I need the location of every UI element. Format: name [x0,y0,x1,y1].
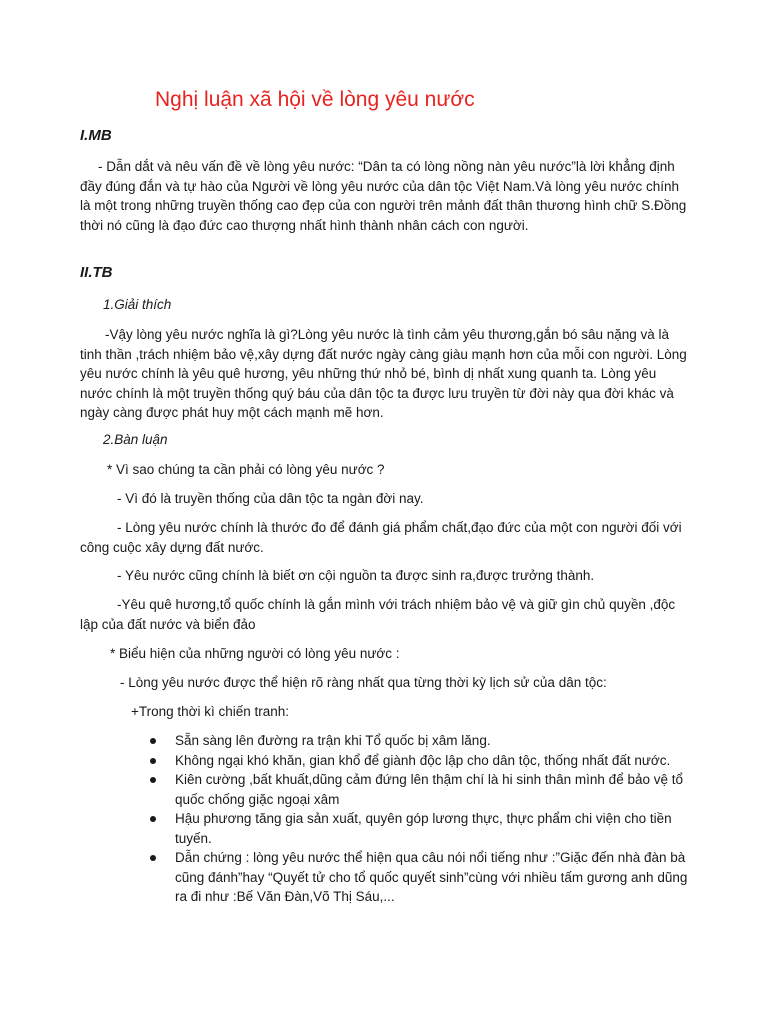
subheading-giai-thich: 1.Giải thích [103,297,172,312]
list-item [148,751,688,771]
why-question: * Vì sao chúng ta cần phải có lòng yêu nước ? [107,462,385,477]
subheading-ban-luan: 2.Bàn luận [103,432,168,447]
expression-heading: * Biểu hiện của những người có lòng yêu nước : [110,646,400,661]
document-title: Nghị luận xã hội về lòng yêu nước [155,88,475,111]
bullet-icon [150,758,156,764]
reason-2: - Lòng yêu nước chính là thước đo để đánh giá phẩm chất,đạo đức của một con người đối với công cuộc xây dựng đất nước. [80,520,682,555]
heading-tb: II.TB [80,264,113,281]
list-item [148,848,688,907]
reason-1: - Vì đó là truyền thống của dân tộc ta ngàn đời nay. [117,491,424,506]
bullet-icon [150,816,156,822]
expression-intro: - Lòng yêu nước được thể hiện rõ ràng nhất qua từng thời kỳ lịch sử của dân tộc: [120,675,607,690]
list-item-text: Hậu phương tăng gia sản xuất, quyên góp lương thực, thực phẩm chi viện cho tiền tuyến. [175,811,672,846]
list-item [148,770,688,809]
war-period-label: +Trong thời kì chiến tranh: [131,704,290,719]
war-period-bullet-list [148,731,688,907]
reason-3: - Yêu nước cũng chính là biết ơn cội nguồn ta được sinh ra,được trưởng thành. [117,568,595,583]
reason-4: -Yêu quê hương,tổ quốc chính là gắn mình với trách nhiệm bảo vệ và giữ gìn chủ quyền ,độc lập của đất nước và biển đảo [80,597,676,632]
heading-mb: I.MB [80,127,112,144]
list-item-text: Không ngại khó khăn, gian khổ để giành độc lập cho dân tộc, thống nhất đất nước. [175,752,671,768]
paragraph-giai-thich: -Vậy lòng yêu nước nghĩa là gì?Lòng yêu nước là tình cảm yêu thương,gắn bó sâu nặng và là tinh thần ,trách nhiệm bảo vệ,xây dựng đất nước ngày càng giàu mạnh hơn của mỗi con người. Lòng yêu nước chính là yêu quê hương, yêu những thứ nhỏ bé, bình dị nhất xung quanh ta. Lòng yêu nước chính là một truyền thống quý báu của dân tộc ta được lưu truyền từ đời này qua đời khác và ngày càng được phát huy một cách mạnh mẽ hơn. [80,327,687,420]
bullet-icon [150,738,156,744]
bullet-icon [150,777,156,783]
list-item-text: Dẫn chứng : lòng yêu nước thể hiện qua câu nói nổi tiếng như :”Giặc đến nhà đàn bà cũng đánh”hay “Quyết tử cho tổ quốc quyết sinh”cùng với nhiều tấm gương anh dũng ra đi như :Bế Văn Đàn,Võ Thị Sáu,... [175,850,688,904]
paragraph-mb: - Dẫn dắt và nêu vấn đề về lòng yêu nước: “Dân ta có lòng nồng nàn yêu nước”là lời khẳng định đầy đúng đắn và tự hào của Người về lòng yêu nước của dân tộc Việt Nam.Và lòng yêu nước chính là một trong những truyền thống cao đẹp của con người trên mảnh đất thân thương hình chữ S.Đồng thời nó cũng là đạo đức cao thượng nhất hình thành nhân cách con người. [80,159,687,233]
list-item-text: Kiên cường ,bất khuất,dũng cảm đứng lên thậm chí là hi sinh thân mình để bảo vệ tổ quốc chống giặc ngoại xâm [175,772,683,807]
list-item [148,809,688,848]
list-item-text: Sẵn sàng lên đường ra trận khi Tổ quốc bị xâm lăng. [175,733,491,748]
bullet-icon [150,855,156,861]
list-item [148,731,688,751]
